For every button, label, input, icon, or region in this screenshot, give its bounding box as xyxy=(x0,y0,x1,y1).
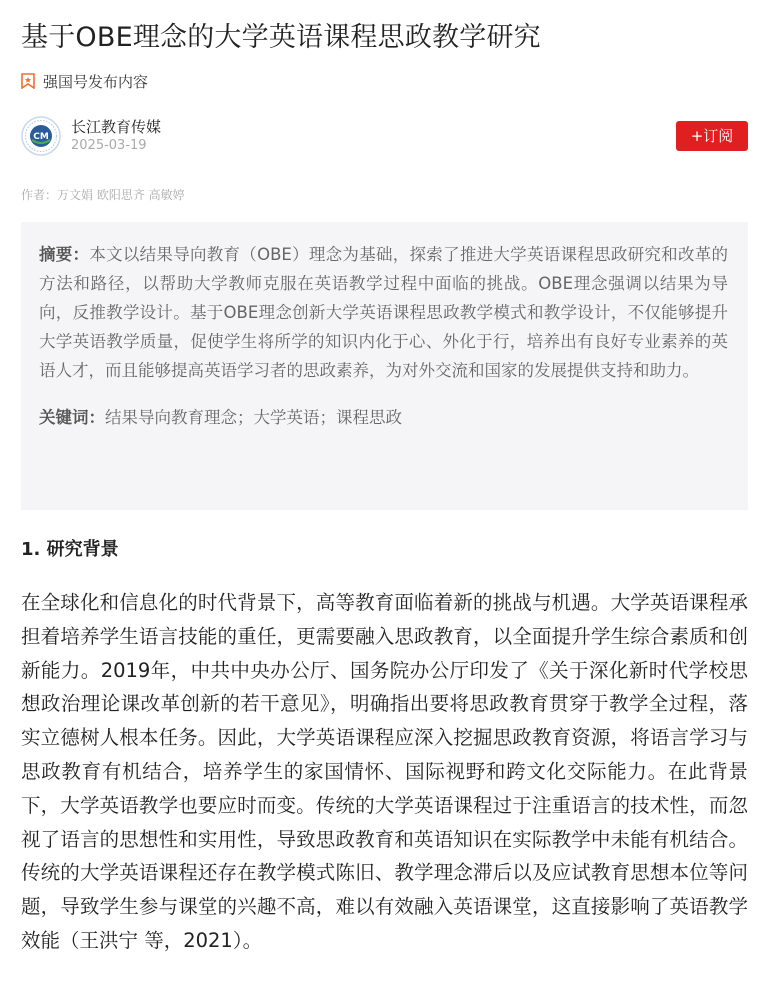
article-title: 基于OBE理念的大学英语课程思政教学研究 xyxy=(21,22,541,53)
bookmark-icon xyxy=(21,73,35,89)
author-row xyxy=(21,114,748,158)
author-name[interactable]: 长江教育传媒 xyxy=(71,118,162,136)
svg-text:CM: CM xyxy=(33,132,49,142)
abstract-text: 本文以结果导向教育（OBE）理念为基础，探索了推进大学英语课程思政研究和改革的方法和路径，以帮助大学教师克服在英语教学过程中面临的挑战。OBE理念强调以结果为导向，反推教学设计。基于OBE理念创新大学英语课程思政教学模式和教学设计，不仅能够提升大学英语教学质量，促使学生将所学的知识内化于心、外化于行，培养出有良好专业素养的英语人才，而且能够提高英语学习者的思政素养，为对外交流和国家的发展提供支持和助力。 xyxy=(39,245,728,380)
section-heading: 1. 研究背景 xyxy=(21,539,119,560)
keywords-label: 关键词： xyxy=(39,408,105,427)
subscribe-button[interactable]: +订阅 xyxy=(676,121,748,151)
author-avatar[interactable] xyxy=(21,116,61,156)
source-label: 强国号发布内容 xyxy=(43,72,149,91)
body-paragraph: 在全球化和信息化的时代背景下，高等教育面临着新的挑战与机遇。大学英语课程承担着培养学生语言技能的重任，更需要融入思政教育，以全面提升学生综合素质和创新能力。2019年，中共中央办公厅、国务院办公厅印发了《关于深化新时代学校思想政治理论课改革创新的若干意见》，明确指出要将思政教育贯穿于教学全过程，落实立德树人根本任务。因此，大学英语课程应深入挖掘思政教育资源，将语言学习与思政教育有机结合，培养学生的家国情怀、国际视野和跨文化交际能力。在此背景下，大学英语教学也要应时而变。传统的大学英语课程过于注重语言的技术性，而忽视了语言的思想性和实用性，导致思政教育和英语知识在实际教学中未能有机结合。传统的大学英语课程还存在教学模式陈旧、教学理念滞后以及应试教育思想本位等问题，导致学生参与课堂的兴趣不高，难以有效融入英语课堂，这直接影响了英语教学效能（王洪宁 等，2021）。 xyxy=(21,591,748,952)
publish-date: 2025-03-19 xyxy=(71,138,147,153)
keywords xyxy=(39,403,728,432)
keywords-text: 结果导向教育理念；大学英语；课程思政 xyxy=(105,408,402,427)
abstract xyxy=(39,240,728,385)
abstract-label: 摘要： xyxy=(39,245,90,264)
abstract-box xyxy=(21,222,748,510)
source-row xyxy=(21,70,748,92)
author-meta xyxy=(71,117,161,155)
article-byline: 作者：万文娟 欧阳思齐 高敏婷 xyxy=(21,188,185,202)
